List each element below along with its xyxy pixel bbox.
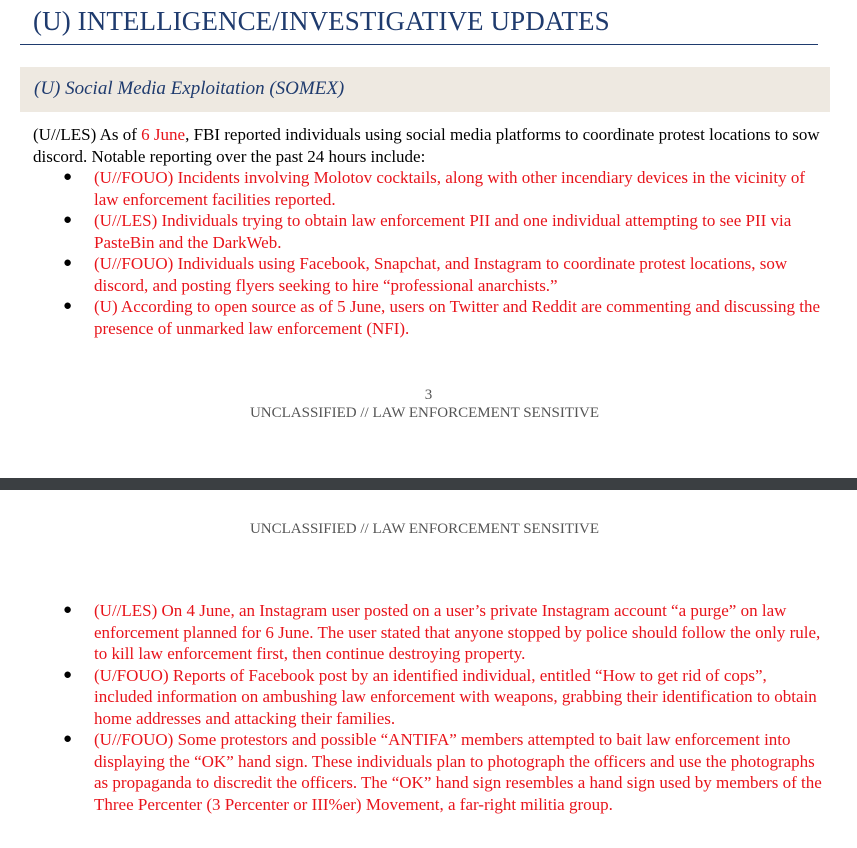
bullet-icon: ●	[63, 602, 73, 618]
footer-classification: UNCLASSIFIED // LAW ENFORCEMENT SENSITIVE	[249, 405, 600, 421]
list-item-text: (U//FOUO) Some protestors and possible “ANTIFA” members attempted to bait law enforcement into displaying the “OK” hand sign. These individuals plan to photograph the officers and use the photographs as propaganda to discredit the officers. The “OK” hand sign resembles a hand sign used by members of the Three Percenter (3 Percenter or III%er) Movement, a far-right militia group.	[94, 730, 822, 814]
list-item-text: (U) According to open source as of 5 June, users on Twitter and Reddit are commenting and discussing the presence of unmarked law enforcement (NFI).	[94, 297, 821, 338]
list-item	[33, 296, 823, 339]
list-item-text: (U//FOUO) Incidents involving Molotov cocktails, along with other incendiary devices in the vicinity of law enforcement facilities reported.	[94, 168, 806, 209]
section-title: (U) INTELLIGENCE/INVESTIGATIVE UPDATES	[33, 6, 610, 36]
intro-paragraph	[33, 124, 833, 167]
page-number: 3	[424, 387, 433, 403]
subsection-title: (U) Social Media Exploitation (SOMEX)	[34, 78, 345, 99]
document-page-4	[0, 490, 857, 848]
intro-date: 6 June	[141, 125, 186, 144]
list-item	[33, 210, 823, 253]
bullet-icon: ●	[63, 731, 73, 747]
list-item-text: (U//LES) Individuals trying to obtain law enforcement PII and one individual attempting to see PII via PasteBin and the DarkWeb.	[94, 211, 792, 252]
bullet-icon: ●	[63, 255, 73, 271]
reporting-list-continued	[33, 600, 823, 815]
subsection-header	[20, 67, 830, 112]
bullet-icon: ●	[63, 666, 73, 683]
list-item-text: (U/FOUO) Reports of Facebook post by an identified individual, entitled “How to get rid of cops”, included information on ambushing law enforcement with weapons, grabbing their identification to obtain home addresses and attacking their families.	[94, 665, 817, 728]
header-classification: UNCLASSIFIED // LAW ENFORCEMENT SENSITIVE	[249, 521, 600, 537]
title-divider	[20, 44, 818, 45]
list-item	[33, 600, 823, 665]
list-item	[33, 167, 823, 210]
list-item-text: (U//LES) On 4 June, an Instagram user posted on a user’s private Instagram account “a purge” on law enforcement planned for 6 June. The user stated that anyone stopped by police should follow the only rule, to kill law enforcement first, then continue destroying property.	[94, 601, 821, 663]
bullet-icon: ●	[63, 169, 73, 185]
bullet-icon: ●	[63, 212, 73, 228]
list-item-text: (U//FOUO) Individuals using Facebook, Snapchat, and Instagram to coordinate protest locations, sow discord, and posting flyers seeking to hire “professional anarchists.”	[94, 254, 788, 295]
list-item	[33, 665, 823, 730]
list-item	[33, 729, 823, 815]
intro-suffix: , FBI reported individuals using social media platforms to coordinate protest locations to sow discord. Notable reporting over the past 24 hours include:	[33, 125, 820, 166]
list-item	[33, 253, 823, 296]
reporting-list	[33, 167, 823, 339]
bullet-icon: ●	[63, 298, 73, 314]
page-separator	[0, 478, 857, 490]
intro-prefix: (U//LES) As of	[33, 125, 142, 144]
